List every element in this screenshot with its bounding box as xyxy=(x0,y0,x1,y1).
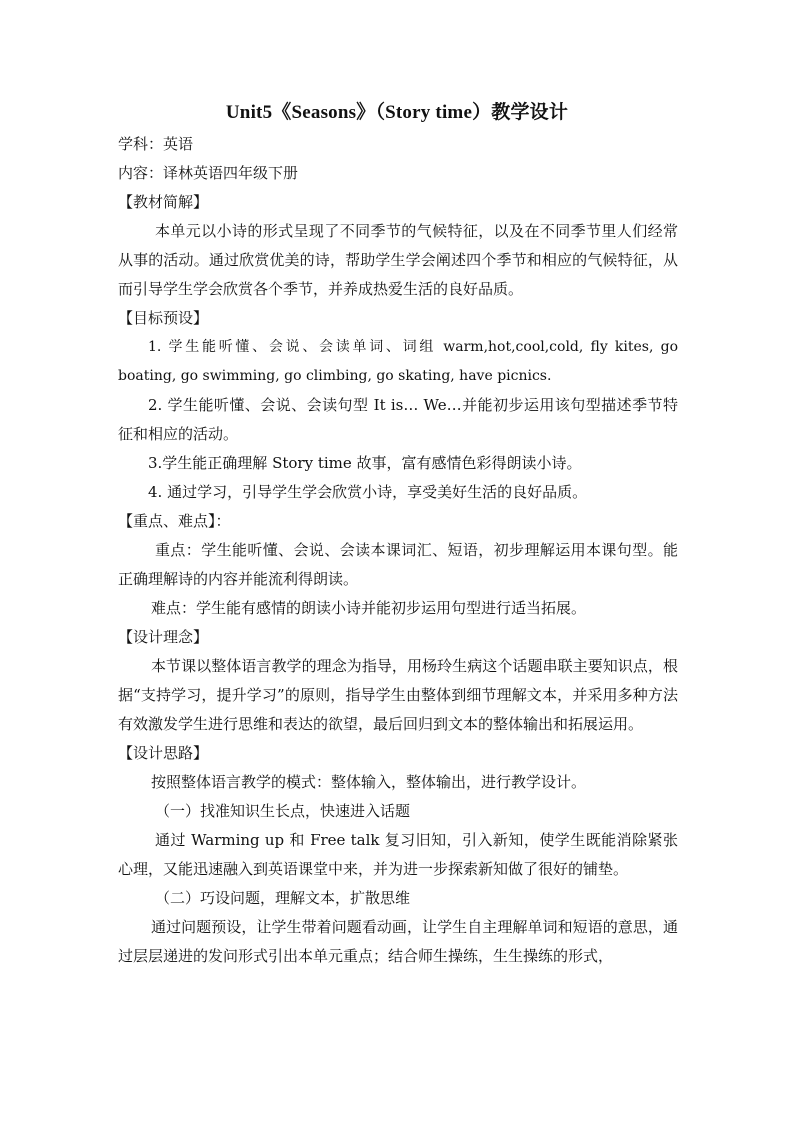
section-heading-textbook: 【教材简解】 xyxy=(118,193,209,211)
step-1-heading: （一）找准知识生长点，快速进入话题 xyxy=(155,802,411,820)
document-title: Unit5《Seasons》（Story time）教学设计 xyxy=(225,102,569,123)
ideas-intro: 按照整体语言教学的模式：整体输入，整体输出，进行教学设计。 xyxy=(151,773,587,791)
section-heading-goals: 【目标预设】 xyxy=(118,309,209,327)
step-2-heading: （二）巧设问题，理解文本，扩散思维 xyxy=(155,889,411,907)
section-heading-ideas: 【设计思路】 xyxy=(118,744,209,762)
document-body xyxy=(118,130,678,971)
content-line: 内容：译林英语四年级下册 xyxy=(118,164,299,182)
goal-3: 3.学生能正确理解 Story time 故事，富有感情色彩得朗读小诗。 xyxy=(148,454,582,472)
goal-2: 2. 学生能听懂、会说、会读句型 It is… We…并能初步运用该句型描述季节特征和相应的活动。 xyxy=(118,396,678,443)
textbook-paragraph: 本单元以小诗的形式呈现了不同季节的气候特征，以及在不同季节里人们经常从事的活动。通过欣赏优美的诗，帮助学生学会阐述四个季节和相应的气候特征，从而引导学生学会欣赏各个季节，并养成热爱生活的良好品质。 xyxy=(118,222,678,298)
subject-line: 学科：英语 xyxy=(118,135,194,153)
step-2-paragraph: 通过问题预设，让学生带着问题看动画，让学生自主理解单词和短语的意思，通过层层递进的发问形式引出本单元重点；结合师生操练，生生操练的形式， xyxy=(118,918,678,965)
concept-paragraph: 本节课以整体语言教学的理念为指导，用杨玲生病这个话题串联主要知识点，根据“支持学习，提升学习”的原则，指导学生由整体到细节理解文本，并采用多种方法有效激发学生进行思维和表达的欲望，最后回归到文本的整体输出和拓展运用。 xyxy=(118,657,678,733)
goal-4: 4. 通过学习，引导学生学会欣赏小诗，享受美好生活的良好品质。 xyxy=(148,483,588,501)
section-heading-concept: 【设计理念】 xyxy=(118,628,209,646)
key-point: 重点：学生能听懂、会说、会读本课词汇、短语，初步理解运用本课句型。能正确理解诗的内容并能流利得朗读。 xyxy=(118,541,678,588)
difficult-point: 难点：学生能有感情的朗读小诗并能初步运用句型进行适当拓展。 xyxy=(151,599,587,617)
section-heading-key: 【重点、难点】： xyxy=(118,512,231,530)
step-1-paragraph: 通过 Warming up 和 Free talk 复习旧知，引入新知，使学生既能消除紧张心理，又能迅速融入到英语课堂中来，并为进一步探索新知做了很好的铺垫。 xyxy=(118,831,678,878)
goal-1: 1. 学生能听懂、会说、会读单词、词组 warm,hot,cool,cold, fly kites, go boating, go swimming, go climbing, go skating, have picnics. xyxy=(118,339,678,384)
